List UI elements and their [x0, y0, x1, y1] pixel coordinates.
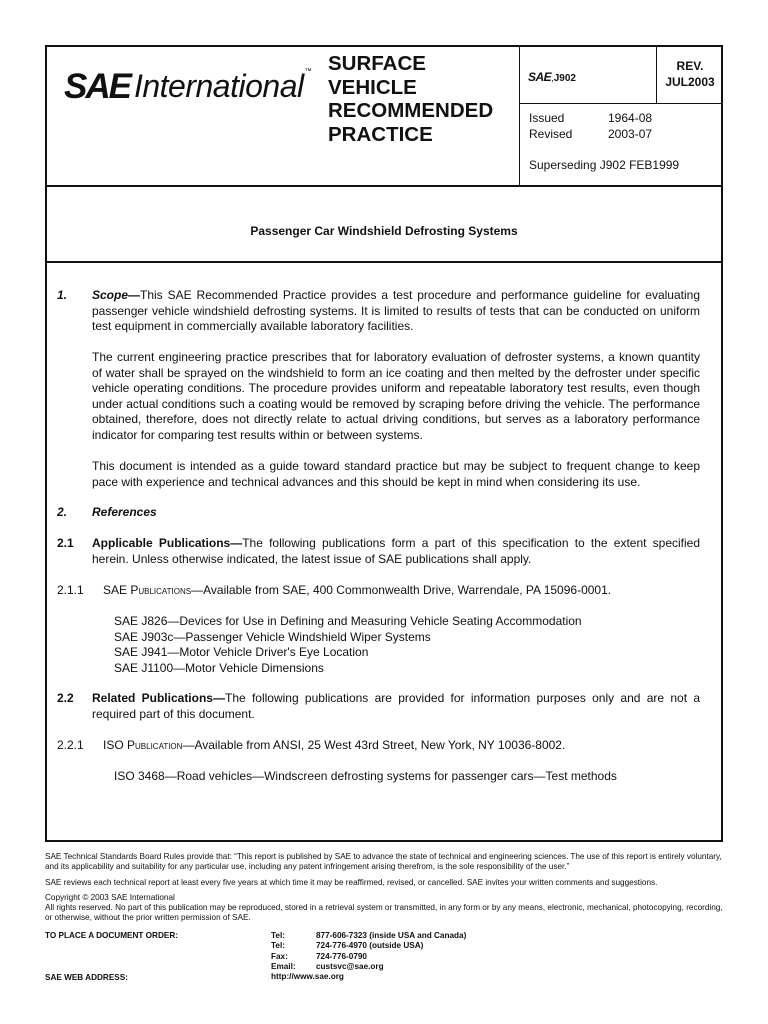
section-2-1-1-number: 2.1.1 — [57, 583, 84, 597]
contact-value: 877-606-7323 (inside USA and Canada) — [316, 931, 467, 940]
document-type-line: VEHICLE — [328, 75, 417, 99]
standard-sae-mark: SAE — [528, 70, 552, 84]
issued-label: Issued — [529, 111, 565, 125]
document-type-line: RECOMMENDED — [328, 99, 494, 122]
superseding-note: Superseding J902 FEB1999 — [529, 158, 680, 172]
sae-reference-list — [114, 614, 582, 676]
list-item: SAE J941—Motor Vehicle Driver's Eye Location — [114, 645, 369, 660]
iso-reference: ISO 3468—Road vehicles—Windscreen defrosting systems for passenger cars—Test methods — [114, 769, 617, 783]
standard-number — [528, 68, 576, 86]
list-item: SAE J903c—Passenger Vehicle Windshield Wiper Systems — [114, 629, 431, 644]
footer-review-text: SAE reviews each technical report at least every five years at which time it may be reaffirmed, revised, or cancelled. SAE invites your written comments and suggestions. — [45, 878, 658, 887]
document-title: Passenger Car Windshield Defrosting Systems — [250, 224, 518, 238]
issued-value: 1964-08 — [608, 111, 653, 125]
contact-label: Tel: — [271, 941, 285, 951]
contact-value: 724-776-0790 — [316, 951, 367, 961]
footer-copyright: Copyright © 2003 SAE International — [45, 893, 175, 902]
document-type-line: PRACTICE — [328, 122, 433, 146]
header-box-left-border — [519, 45, 520, 186]
section-1-paragraph-2: The current engineering practice prescribes that for laboratory evaluation of defroster systems, a known quantity of water shall be sprayed on the windshield to form an ice coating and then melted by the defroster under specific vehicle operating conditions. The procedure provides uniform and repeatable laboratory test results, even though under actual conditions such a coating would be removed by scraping before driving the vehicle. The performance obtained, therefore, does not directly relate to actual driving conditions, but serves as a laboratory performance indicator for comparing test results within or between systems. — [92, 350, 700, 442]
web-address-label: SAE WEB ADDRESS: — [45, 973, 128, 982]
section-1-heading: Scope— — [92, 288, 141, 302]
section-2-1-1-text: —Available from SAE, 400 Commonwealth Drive, Warrendale, PA 15096-0001. — [191, 583, 612, 597]
section-2-2-1-text: —Available from ANSI, 25 West 43rd Street, New York, NY 10036-8002. — [182, 738, 566, 752]
list-item: SAE J1100—Motor Vehicle Dimensions — [114, 660, 324, 675]
section-2-2-paragraph — [92, 691, 700, 722]
footer-rules-text: SAE Technical Standards Board Rules provide that: “This report is published by SAE to advance the state of technical and engineering sciences. The use of this report is entirely voluntary, and its applicability and suitability for any particular use, including any patent infringement arising therefrom, is the sole responsibility of the user.” — [45, 852, 722, 872]
section-2-1-text: The following publications form a part of this specification to the extent specified herein. Unless otherwise indicated, the latest issue of SAE publications shall apply. — [92, 536, 701, 566]
contact-label: Email: — [271, 961, 296, 971]
standard-number-comma: , — [551, 73, 554, 83]
document-type-line: SURFACE — [328, 52, 426, 75]
section-1-number: 1. — [57, 288, 68, 302]
section-1-paragraph-3: This document is intended as a guide toward standard practice but may be subject to frequent change to keep pace with experience and technical advances and this should be kept in mind when considering its use. — [92, 459, 700, 489]
standard-number-text: J902 — [553, 73, 576, 84]
section-2-2-heading: Related Publications— — [92, 691, 225, 705]
contact-email[interactable]: custsvc@sae.org — [316, 961, 384, 971]
section-2-1-1-paragraph — [103, 583, 611, 599]
revised-label: Revised — [529, 127, 573, 141]
rev-box-bottom-border — [519, 103, 723, 104]
section-2-1-heading: Applicable Publications— — [92, 536, 243, 550]
section-2-heading: References — [92, 505, 157, 519]
section-2-1-paragraph — [92, 536, 700, 567]
web-url[interactable]: http://www.sae.org — [271, 972, 344, 982]
list-item: SAE J826—Devices for Use in Defining and Measuring Vehicle Seating Accommodation — [114, 614, 582, 628]
revision-box — [657, 58, 723, 90]
section-2-1-number: 2.1 — [57, 536, 74, 550]
section-2-2-1-paragraph — [103, 738, 565, 754]
contact-value: 724-776-4970 (outside USA) — [316, 941, 424, 951]
section-2-1-1-heading: SAE Publications — [103, 583, 192, 597]
section-2-2-number: 2.2 — [57, 691, 74, 705]
footer-rights-text: All rights reserved. No part of this publication may be reproduced, stored in a retrieval system or transmitted, in any form or by any means, electronic, mechanical, photocopying, recording, or otherwise, without the prior written permission of SAE. — [45, 903, 723, 923]
logo-sae-mark: SAE — [64, 67, 130, 106]
logo-trademark: ™ — [304, 68, 312, 75]
revision-label: REV. — [676, 59, 704, 73]
document-type — [328, 52, 518, 146]
contact-label: Tel: — [271, 931, 285, 940]
revision-date: JUL2003 — [665, 75, 715, 89]
header-divider — [45, 185, 723, 187]
contact-values — [316, 931, 466, 972]
order-label: TO PLACE A DOCUMENT ORDER: — [45, 931, 178, 940]
section-2-2-text: The following publications are provided for information purposes only and are not a required part of this document. — [92, 691, 701, 721]
section-1-scope-paragraph — [92, 288, 700, 335]
section-2-2-1-number: 2.2.1 — [57, 738, 84, 752]
section-2-number: 2. — [57, 505, 68, 519]
section-2-2-1-heading: ISO Publication — [103, 738, 183, 752]
revised-value: 2003-07 — [608, 127, 653, 141]
logo-international-text: International — [133, 68, 304, 104]
title-divider — [45, 261, 723, 263]
section-1-scope-text: This SAE Recommended Practice provides a test procedure and performance guideline for evaluating passenger vehicle windshield defrosting systems. It is limited to results of tests that can be conducted on uniform test equipment in commercially available laboratory facilities. — [92, 288, 700, 334]
contact-label: Fax: — [271, 951, 288, 961]
sae-international-logo — [64, 66, 312, 104]
